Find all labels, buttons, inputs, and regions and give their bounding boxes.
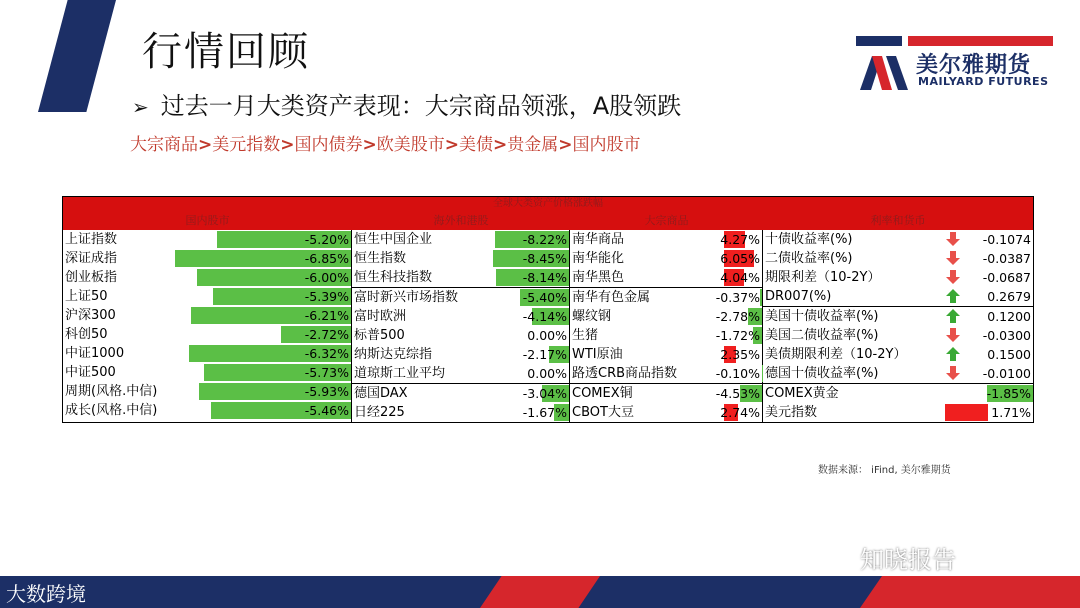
domestic-column xyxy=(63,230,352,422)
overseas-row-value: -3.04% xyxy=(522,386,567,401)
arrow-down-icon xyxy=(945,365,961,381)
rates-row-label: COMEX黄金 xyxy=(765,386,839,401)
rates-row-value-cell xyxy=(945,384,1033,403)
overseas-row-label: 德国DAX xyxy=(354,386,408,401)
rates-row xyxy=(763,364,1033,383)
domestic-row-label: 成长(风格.中信) xyxy=(65,403,158,418)
ranking-separator: > xyxy=(493,135,508,155)
commodity-row-value: -2.78% xyxy=(715,309,760,324)
overseas-row xyxy=(352,383,569,403)
domestic-row-value-cell xyxy=(175,344,351,363)
commodity-row-value: 4.27% xyxy=(720,232,760,247)
commodity-row-value: -1.72% xyxy=(715,328,760,343)
domestic-row-label: 深证成指 xyxy=(65,251,118,266)
overseas-row xyxy=(352,364,569,383)
overseas-row-value-cell xyxy=(494,268,569,287)
rates-row-value: -0.1074 xyxy=(982,232,1031,247)
arrow-down-icon xyxy=(945,231,961,247)
watermark: 知晓报告 xyxy=(860,546,956,574)
commodity-row-label: 生猪 xyxy=(572,328,599,343)
domestic-row xyxy=(63,268,351,287)
rates-row-value-cell xyxy=(945,345,1033,364)
domestic-row-value-cell xyxy=(175,382,351,401)
rates-row-label: 美债期限利差（10-2Y） xyxy=(765,347,907,362)
rates-row xyxy=(763,345,1033,364)
overseas-row-value-cell xyxy=(494,288,569,307)
ranking-item: 贵金属 xyxy=(507,135,559,155)
commodity-row-value-cell xyxy=(712,230,762,249)
overseas-row xyxy=(352,345,569,364)
commodity-row xyxy=(570,364,762,383)
table-section-headers xyxy=(63,211,1033,230)
section-header-commodities: 大宗商品 xyxy=(644,214,689,227)
rates-row-value-cell xyxy=(945,287,1033,306)
commodity-row-value: 2.74% xyxy=(720,405,760,420)
commodity-row-value-cell xyxy=(712,345,762,364)
commodity-row-label: WTI原油 xyxy=(572,347,623,362)
ranking-item: 国内债券 xyxy=(294,135,363,155)
overseas-row-value: -2.17% xyxy=(522,347,567,362)
domestic-row-label: 中证1000 xyxy=(65,346,125,361)
overseas-row xyxy=(352,287,569,307)
commodity-row-label: 路透CRB商品指数 xyxy=(572,366,678,381)
domestic-row xyxy=(63,249,351,268)
overseas-row-value: -5.40% xyxy=(522,290,567,305)
overseas-row xyxy=(352,230,569,249)
data-source-note: 数据来源： iFind, 美尔雅期货 xyxy=(818,465,951,476)
value-bar xyxy=(945,404,988,421)
bullet-headline xyxy=(132,86,681,121)
commodity-row-value: -0.37% xyxy=(715,290,760,305)
overseas-row-label: 恒生科技指数 xyxy=(354,270,433,285)
domestic-row-value: -6.21% xyxy=(304,308,349,323)
logo-band-navy xyxy=(856,36,902,46)
overseas-row xyxy=(352,249,569,268)
commodities-column xyxy=(570,230,763,422)
commodity-row-value-cell xyxy=(712,288,762,307)
rates-row-value: 0.1500 xyxy=(987,347,1031,362)
rates-row-label: 德国十债收益率(%) xyxy=(765,366,879,381)
domestic-row xyxy=(63,287,351,306)
rates-row-label: 十债收益率(%) xyxy=(765,232,853,247)
overseas-row-label: 纳斯达克综指 xyxy=(354,347,433,362)
commodity-row-label: 南华黑色 xyxy=(572,270,625,285)
ranking-item: 美债 xyxy=(459,135,493,155)
ranking-item: 美元指数 xyxy=(212,135,281,155)
logo-mark-icon xyxy=(858,52,910,92)
overseas-row xyxy=(352,326,569,345)
rates-row-value: -0.0687 xyxy=(982,270,1031,285)
domestic-row-value: -6.32% xyxy=(304,346,349,361)
overseas-row-label: 标普500 xyxy=(354,328,405,343)
ranking-separator: > xyxy=(444,135,459,155)
footer-red-stripe xyxy=(480,576,600,608)
section-header-overseas: 海外和港股 xyxy=(433,214,489,227)
commodity-row-value: 4.04% xyxy=(720,270,760,285)
domestic-row-value: -5.20% xyxy=(304,232,349,247)
overseas-row-value: -8.45% xyxy=(522,251,567,266)
commodity-row-label: CBOT大豆 xyxy=(572,405,634,420)
domestic-row-value-cell xyxy=(175,249,351,268)
overseas-row-value-cell xyxy=(494,345,569,364)
domestic-row-value-cell xyxy=(175,268,351,287)
overseas-row-value-cell xyxy=(494,230,569,249)
rates-row-label: 二债收益率(%) xyxy=(765,251,853,266)
domestic-row-value-cell xyxy=(175,363,351,382)
commodity-row xyxy=(570,249,762,268)
overseas-column xyxy=(352,230,570,422)
domestic-row-value: -6.85% xyxy=(304,251,349,266)
rates-row-value-cell xyxy=(945,364,1033,383)
commodity-row-value-cell xyxy=(712,384,762,403)
overseas-row xyxy=(352,403,569,422)
overseas-row-value-cell xyxy=(494,326,569,345)
rates-row xyxy=(763,287,1033,306)
rates-row-value: -0.0300 xyxy=(982,328,1031,343)
domestic-row xyxy=(63,401,351,420)
domestic-row xyxy=(63,382,351,401)
commodity-row-value: -4.53% xyxy=(715,386,760,401)
overseas-row-label: 道琼斯工业平均 xyxy=(354,366,446,381)
commodity-row-value: 6.05% xyxy=(720,251,760,266)
overseas-row-value: 0.00% xyxy=(527,366,567,381)
commodity-row-label: 南华能化 xyxy=(572,251,625,266)
overseas-row-value-cell xyxy=(494,307,569,326)
domestic-row-value: -5.93% xyxy=(304,384,349,399)
section-header-rates: 利率和货币 xyxy=(870,214,926,227)
logo-name-en: MAILYARD FUTURES xyxy=(918,75,1049,88)
value-bar xyxy=(760,289,762,306)
commodity-row xyxy=(570,307,762,326)
asset-ranking xyxy=(130,130,641,155)
overseas-row-value-cell xyxy=(494,364,569,383)
commodity-row-label: 南华商品 xyxy=(572,232,625,247)
table-title: 全球大类资产价格涨跌幅 xyxy=(63,197,1033,211)
domestic-row-label: 周期(风格.中信) xyxy=(65,384,158,399)
ranking-item: 欧美股市 xyxy=(376,135,445,155)
commodity-row xyxy=(570,383,762,403)
commodity-row xyxy=(570,326,762,345)
domestic-row-label: 上证50 xyxy=(65,289,108,304)
bullet-arrow-icon: ➢ xyxy=(132,95,149,119)
commodity-row-value-cell xyxy=(712,364,762,383)
overseas-row xyxy=(352,268,569,287)
domestic-row-value: -5.46% xyxy=(304,403,349,418)
section-header-domestic: 国内股市 xyxy=(185,214,230,227)
domestic-row xyxy=(63,306,351,325)
rates-row xyxy=(763,249,1033,268)
domestic-row-label: 上证指数 xyxy=(65,232,118,247)
ranking-item: 国内股市 xyxy=(572,135,641,155)
domestic-row xyxy=(63,344,351,363)
rates-row-label: 美国二债收益率(%) xyxy=(765,328,879,343)
rates-row-label: 美元指数 xyxy=(765,405,818,420)
commodity-row xyxy=(570,345,762,364)
arrow-up-icon xyxy=(945,308,961,324)
ranking-separator: > xyxy=(280,135,295,155)
overseas-row xyxy=(352,307,569,326)
rates-row-label: 美国十债收益率(%) xyxy=(765,309,879,324)
overseas-row-value: -1.67% xyxy=(522,405,567,420)
commodity-row xyxy=(570,230,762,249)
overseas-row-value-cell xyxy=(494,249,569,268)
commodity-row-value-cell xyxy=(712,403,762,422)
rates-row xyxy=(763,268,1033,287)
domestic-row xyxy=(63,363,351,382)
overseas-row-label: 富时新兴市场指数 xyxy=(354,290,459,305)
footer-brand: 大数跨境 xyxy=(6,582,86,606)
commodity-row-value-cell xyxy=(712,326,762,345)
rates-row-label: 期限利差（10-2Y） xyxy=(765,270,881,285)
corner-decoration xyxy=(38,0,116,112)
rates-column xyxy=(763,230,1033,422)
overseas-row-value: -8.22% xyxy=(522,232,567,247)
rates-row-value-cell xyxy=(945,326,1033,345)
ranking-separator: > xyxy=(558,135,573,155)
commodity-row-value-cell xyxy=(712,249,762,268)
domestic-row-value: -5.73% xyxy=(304,365,349,380)
rates-row-value-cell xyxy=(945,249,1033,268)
overseas-row-label: 富时欧洲 xyxy=(354,309,407,324)
overseas-row-value-cell xyxy=(494,384,569,403)
company-logo xyxy=(856,34,1056,98)
commodity-row xyxy=(570,268,762,287)
overseas-row-label: 日经225 xyxy=(354,405,405,420)
rates-row-value-cell xyxy=(945,230,1033,249)
domestic-row-value-cell xyxy=(175,287,351,306)
footer-red-band xyxy=(860,576,1080,608)
rates-row-value-cell xyxy=(945,307,1033,326)
logo-band-red xyxy=(908,36,1053,46)
arrow-down-icon xyxy=(945,250,961,266)
rates-row-value: -0.0387 xyxy=(982,251,1031,266)
page-title: 行情回顾 xyxy=(142,29,310,75)
commodity-row-value: 2.35% xyxy=(720,347,760,362)
arrow-up-icon xyxy=(945,288,961,304)
bullet-text: 过去一月大类资产表现：大宗商品领涨，A股领跌 xyxy=(160,92,682,120)
ranking-item: 大宗商品 xyxy=(130,135,198,155)
rates-row-label: DR007(%) xyxy=(765,289,832,304)
domestic-row-value-cell xyxy=(175,306,351,325)
domestic-row-value-cell xyxy=(175,325,351,344)
domestic-row-label: 中证500 xyxy=(65,365,116,380)
domestic-row-value-cell xyxy=(175,401,351,420)
commodity-row-value-cell xyxy=(712,307,762,326)
rates-row-value-cell xyxy=(945,403,1033,422)
rates-row xyxy=(763,403,1033,422)
overseas-row-label: 恒生指数 xyxy=(354,251,407,266)
rates-row-value: 0.1200 xyxy=(987,309,1031,324)
rates-row-value: 0.2679 xyxy=(987,289,1031,304)
rates-row xyxy=(763,326,1033,345)
commodity-row-label: 南华有色金属 xyxy=(572,290,651,305)
rates-row-value: -0.0100 xyxy=(982,366,1031,381)
domestic-row-label: 创业板指 xyxy=(65,270,118,285)
domestic-row xyxy=(63,230,351,249)
ranking-separator: > xyxy=(198,135,213,155)
domestic-row-value-cell xyxy=(175,230,351,249)
domestic-row-value: -6.00% xyxy=(304,270,349,285)
commodity-row-value-cell xyxy=(712,268,762,287)
overseas-row-value: 0.00% xyxy=(527,328,567,343)
domestic-row xyxy=(63,325,351,344)
overseas-row-value-cell xyxy=(494,403,569,422)
rates-row xyxy=(763,383,1033,403)
footer-bar xyxy=(0,576,1080,608)
domestic-row-label: 科创50 xyxy=(65,327,108,342)
domestic-row-label: 沪深300 xyxy=(65,308,116,323)
commodity-row-label: COMEX铜 xyxy=(572,386,633,401)
arrow-down-icon xyxy=(945,327,961,343)
domestic-row-value: -2.72% xyxy=(304,327,349,342)
overseas-row-value: -4.14% xyxy=(522,309,567,324)
overseas-row-label: 恒生中国企业 xyxy=(354,232,433,247)
commodity-row-label: 螺纹钢 xyxy=(572,309,612,324)
overseas-row-value: -8.14% xyxy=(522,270,567,285)
rates-row-value: 1.71% xyxy=(991,405,1031,420)
arrow-up-icon xyxy=(945,346,961,362)
ranking-separator: > xyxy=(362,135,377,155)
logo-name: 美尔雅期货 xyxy=(916,53,1032,78)
commodity-row xyxy=(570,287,762,307)
arrow-down-icon xyxy=(945,269,961,285)
commodity-row-value: -0.10% xyxy=(715,366,760,381)
rates-row xyxy=(763,306,1033,326)
rates-row-value: -1.85% xyxy=(986,386,1031,401)
rates-row-value-cell xyxy=(945,268,1033,287)
rates-row xyxy=(763,230,1033,249)
commodity-row xyxy=(570,403,762,422)
asset-performance-table xyxy=(62,196,1034,423)
domestic-row-value: -5.39% xyxy=(304,289,349,304)
